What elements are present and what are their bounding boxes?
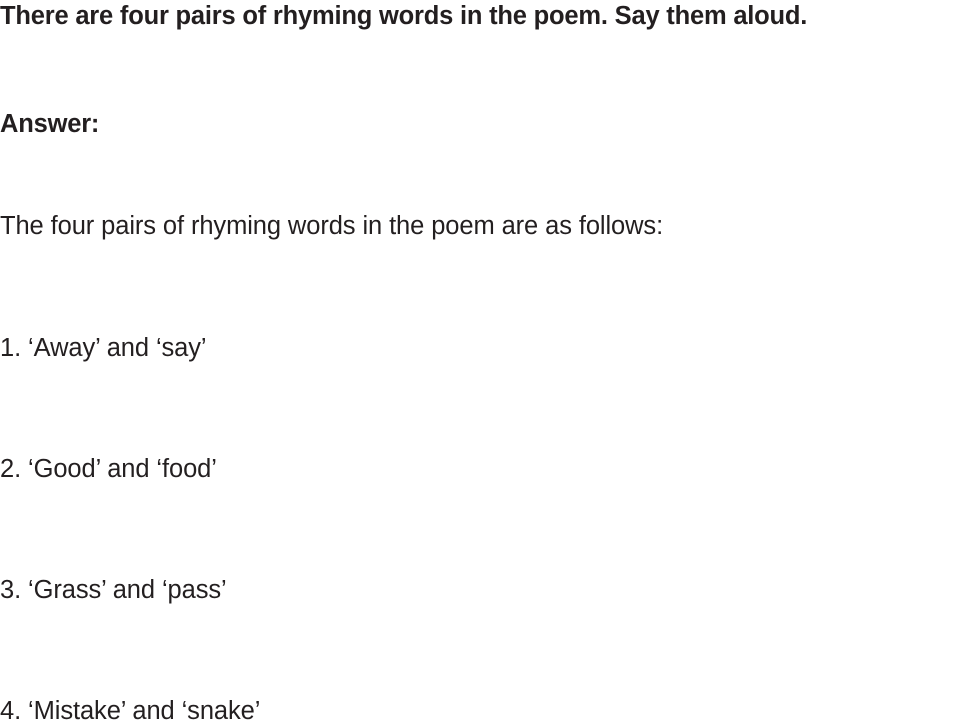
list-item: 4. ‘Mistake’ and ‘snake’ bbox=[0, 697, 261, 725]
list-item: 1. ‘Away’ and ‘say’ bbox=[0, 334, 207, 362]
answer-label: Answer: bbox=[0, 110, 100, 138]
list-item: 3. ‘Grass’ and ‘pass’ bbox=[0, 576, 227, 604]
list-item: 2. ‘Good’ and ‘food’ bbox=[0, 455, 217, 483]
question-heading: There are four pairs of rhyming words in the poem. Say them aloud. bbox=[0, 2, 808, 30]
answer-intro-text: The four pairs of rhyming words in the poem are as follows: bbox=[0, 212, 664, 240]
